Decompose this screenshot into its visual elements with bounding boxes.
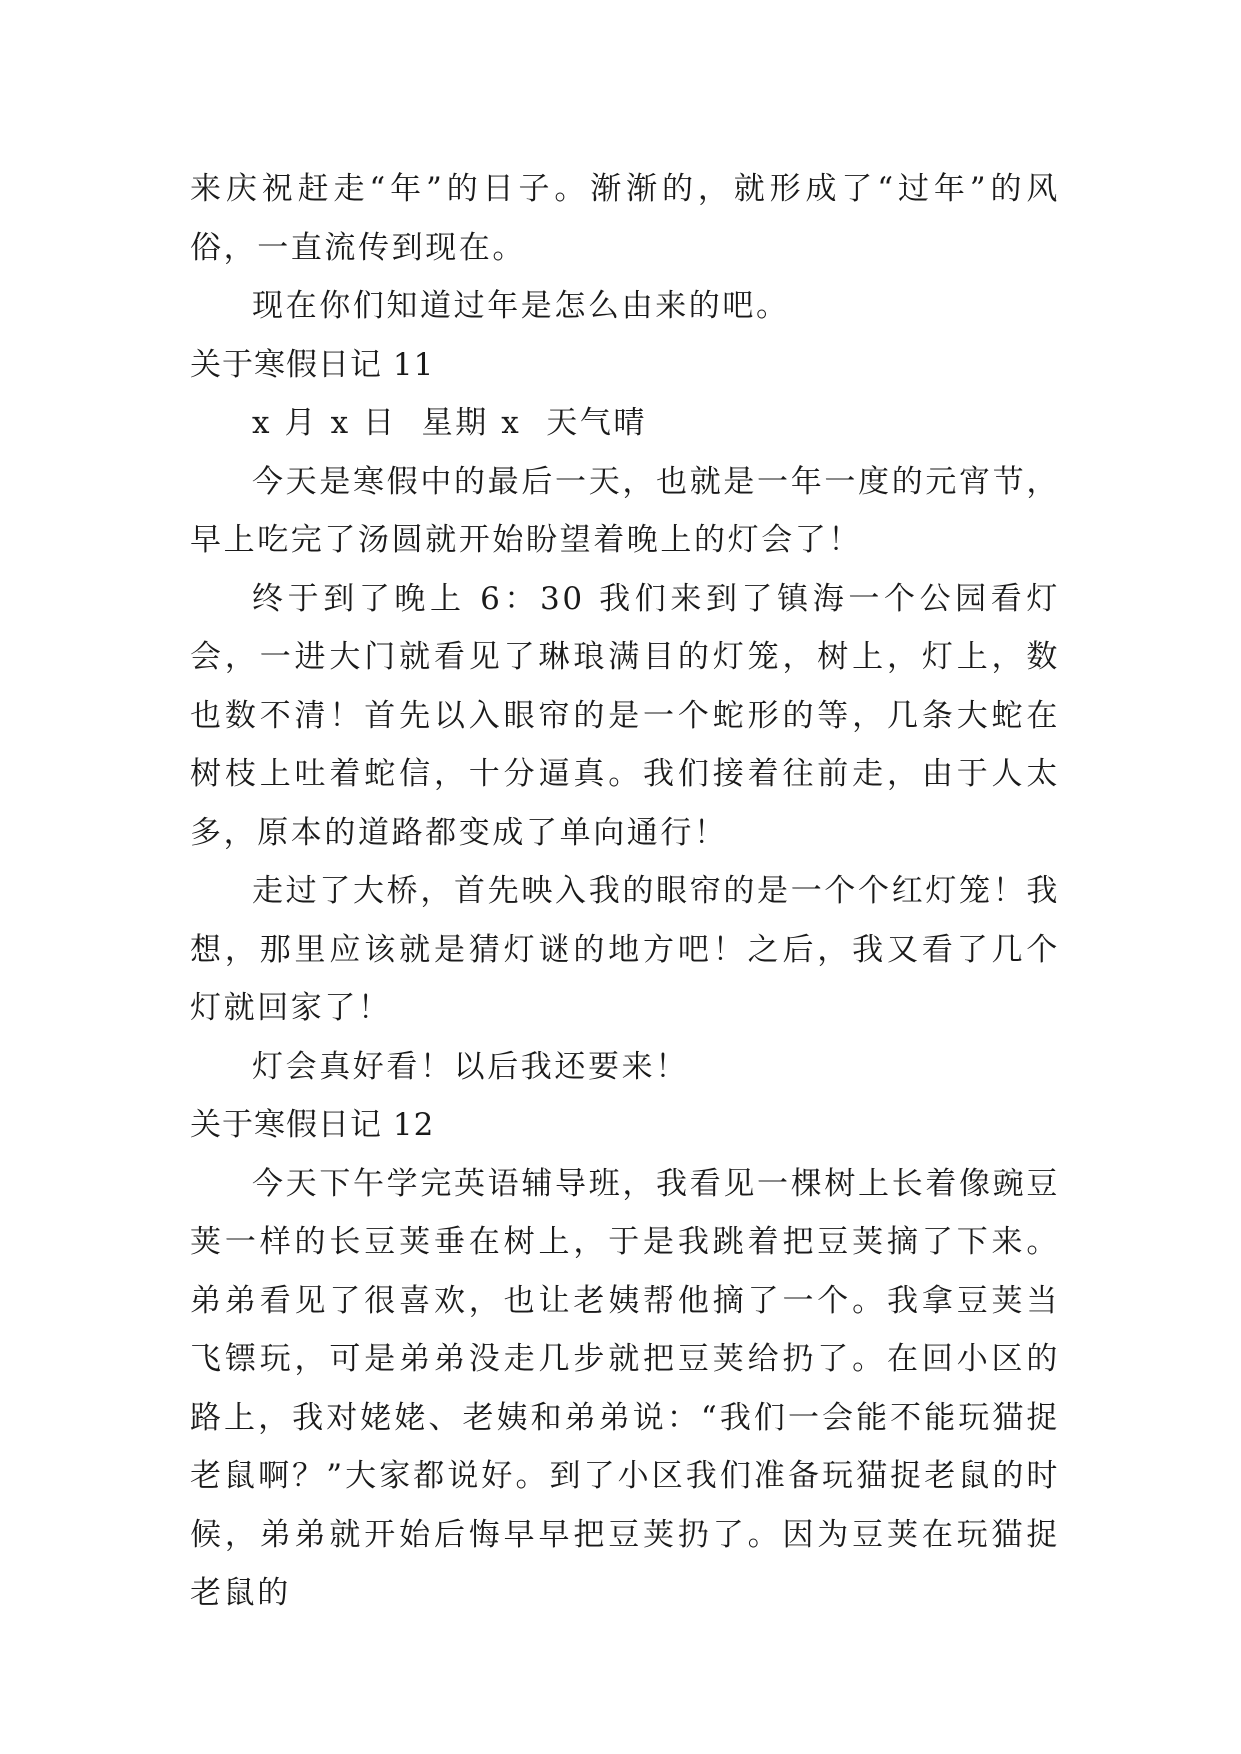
section-heading: 关于寒假日记 12 [190,1107,435,1143]
paragraph: 现在你们知道过年是怎么由来的吧。 [252,288,790,324]
paragraph: 今天是寒假中的最后一天，也就是一年一度的元宵节，早上吃完了汤圆就开始盼望着晚上的灯会了！ [190,463,1060,558]
paragraph: 今天下午学完英语辅导班，我看见一棵树上长着像豌豆荚一样的长豆荚垂在树上，于是我跳着把豆荚摘了下来。弟弟看见了很喜欢，也让老姨帮他摘了一个。我拿豆荚当飞镖玩，可是弟弟没走几步就把豆荚给扔了。在回小区的路上，我对姥姥、老姨和弟弟说：“我们一会能不能玩猫捉老鼠啊？”大家都说好。到了小区我们准备玩猫捉老鼠的时候，弟弟就开始后悔早早把豆荚扔了。因为豆荚在玩猫捉老鼠的 [190,1165,1060,1611]
section-heading: 关于寒假日记 11 [190,346,435,383]
document-body [190,160,1060,1623]
diary-date-line: x 月 x 日 星期 x 天气晴 [252,405,648,441]
paragraph: 来庆祝赶走“年”的日子。渐渐的，就形成了“过年”的风俗，一直流传到现在。 [190,171,1060,266]
paragraph: 走过了大桥，首先映入我的眼帘的是一个个红灯笼！我想，那里应该就是猜灯谜的地方吧！之后，我又看了几个灯就回家了！ [190,873,1060,1026]
paragraph: 终于到了晚上 6：30 我们来到了镇海一个公园看灯会，一进大门就看见了琳琅满目的灯笼，树上，灯上，数也数不清！首先以入眼帘的是一个蛇形的等，几条大蛇在树枝上吐着蛇信，十分逼真。我们接着往前走，由于人太多，原本的道路都变成了单向通行！ [190,580,1060,851]
paragraph: 灯会真好看！以后我还要来！ [252,1048,689,1085]
